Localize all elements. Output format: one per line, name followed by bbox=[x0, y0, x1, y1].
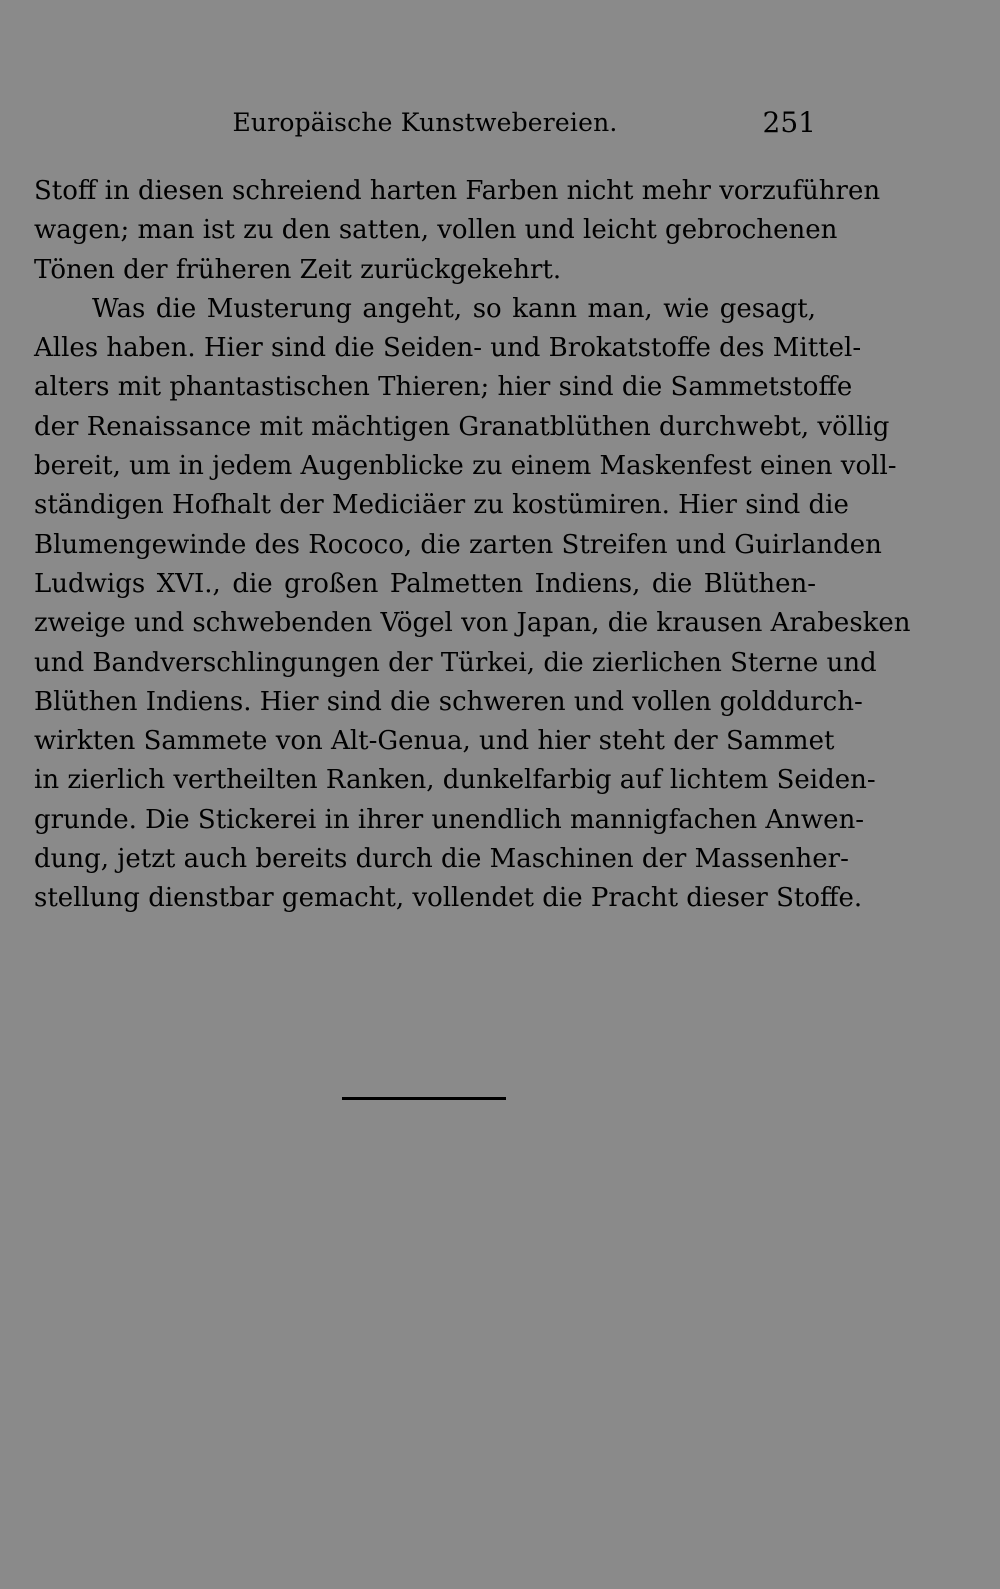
text-line: in zierlich vertheilten Ranken, dunkelfarbig auf lichtem Seiden- bbox=[34, 765, 876, 796]
text-line: Tönen der früheren Zeit zurückgekehrt. bbox=[34, 254, 562, 285]
running-title: Europäische Kunstwebereien. bbox=[232, 108, 618, 137]
text-line: Was die Musterung angeht, so kann man, wie gesagt, bbox=[92, 293, 816, 324]
text-line: wagen; man ist zu den satten, vollen und leicht gebrochenen bbox=[34, 215, 838, 246]
text-line: Ludwigs XVI., die großen Palmetten Indiens, die Blüthen- bbox=[34, 568, 816, 599]
text-line: der Renaissance mit mächtigen Granatblüthen durchwebt, völlig bbox=[34, 411, 890, 442]
text-line: bereit, um in jedem Augenblicke zu einem Maskenfest einen voll- bbox=[34, 451, 897, 482]
text-line: ständigen Hofhalt der Mediciäer zu kostümiren. Hier sind die bbox=[34, 490, 849, 521]
page-number: 251 bbox=[762, 106, 816, 139]
text-line: alters mit phantastischen Thieren; hier sind die Sammetstoffe bbox=[34, 372, 853, 403]
text-line: wirkten Sammete von Alt-Genua, und hier steht der Sammet bbox=[34, 726, 835, 757]
text-line: Stoff in diesen schreiend harten Farben nicht mehr vorzuführen bbox=[34, 176, 881, 206]
text-line: dung, jetzt auch bereits durch die Maschinen der Massenher- bbox=[34, 844, 849, 875]
body-text bbox=[34, 172, 911, 919]
text-line: Blüthen Indiens. Hier sind die schweren und vollen golddurch- bbox=[34, 686, 863, 717]
text-line: Blumengewinde des Rococo, die zarten Streifen und Guirlanden bbox=[34, 529, 882, 560]
text-line: stellung dienstbar gemacht, vollendet die Pracht dieser Stoffe. bbox=[34, 883, 863, 914]
text-line: und Bandverschlingungen der Türkei, die zierlichen Sterne und bbox=[34, 647, 877, 678]
book-page bbox=[34, 106, 911, 919]
text-line: grunde. Die Stickerei in ihrer unendlich mannigfachen Anwen- bbox=[34, 804, 865, 835]
section-end-rule bbox=[342, 1097, 506, 1100]
text-line: zweige und schwebenden Vögel von Japan, die krausen Arabesken bbox=[34, 608, 911, 639]
text-line: Alles haben. Hier sind die Seiden- und Brokatstoffe des Mittel- bbox=[34, 333, 862, 364]
running-head bbox=[34, 108, 816, 148]
